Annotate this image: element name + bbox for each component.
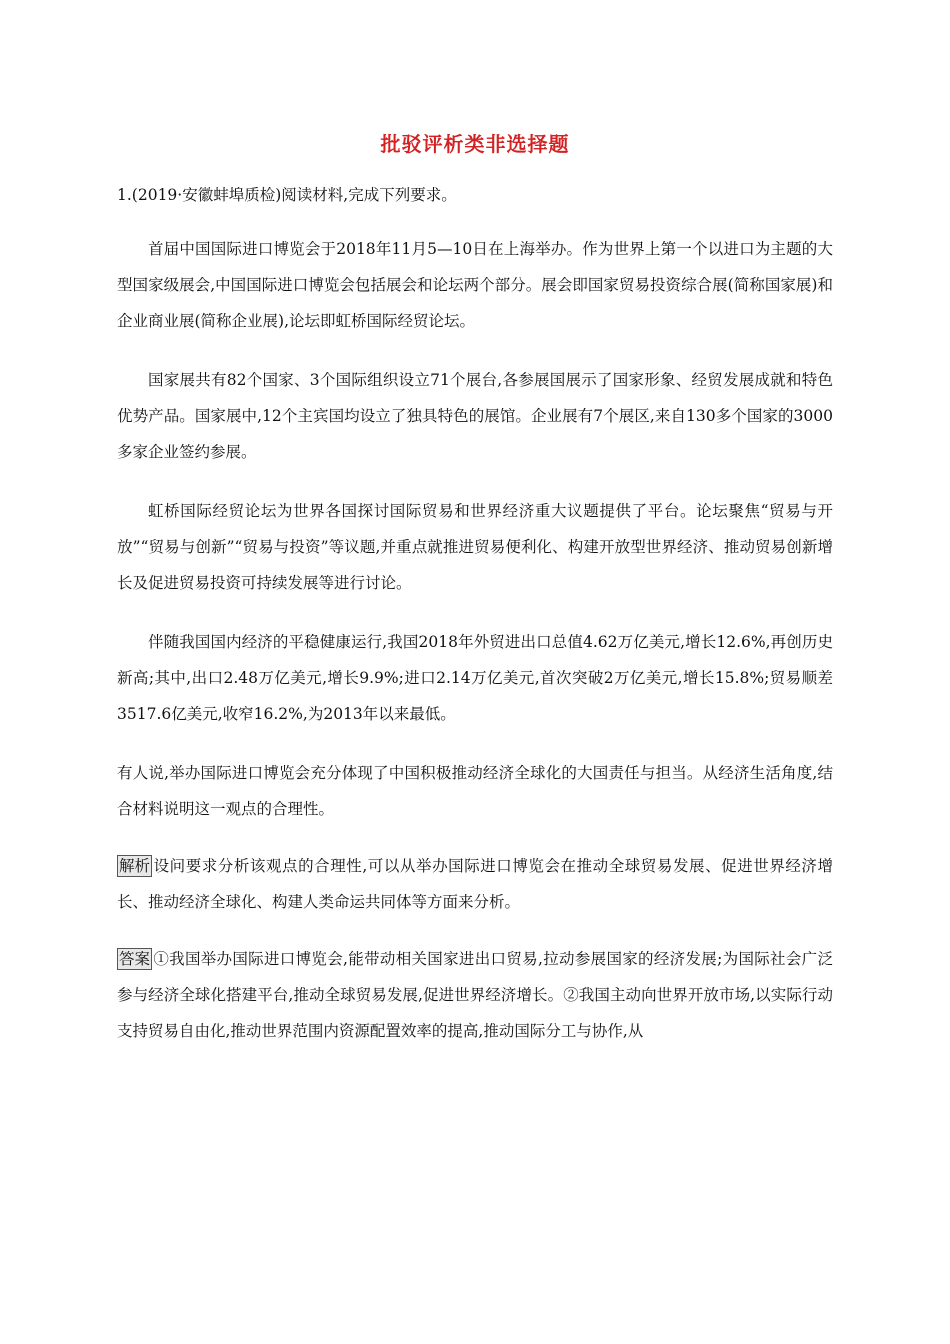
question-source: (2019·安徽蚌埠质检) — [131, 186, 282, 204]
material-paragraph-4: 伴随我国国内经济的平稳健康运行,我国2018年外贸进出口总值4.62万亿美元,增长12.6%,再创历史新高;其中,出口2.48万亿美元,增长9.9%;进口2.14万亿美元,首次突破2万亿美元,增长15.8%;贸易顺差3517.6亿美元,收窄16.2%,为2013年以来最低。 — [117, 633, 833, 723]
answer-text: ①我国举办国际进口博览会,能带动相关国家进出口贸易,拉动参展国家的经济发展;为国际社会广泛参与经济全球化搭建平台,推动全球贸易发展,促进世界经济增长。②我国主动向世界开放市场,以实际行动支持贸易自由化,推动世界范围内资源配置效率的提高,推动国际分工与协作,从 — [117, 950, 833, 1040]
analysis-tag: 解析 — [119, 857, 151, 875]
material-paragraph-3: 虹桥国际经贸论坛为世界各国探讨国际贸易和世界经济重大议题提供了平台。论坛聚焦“贸易与开放”“贸易与创新”“贸易与投资”等议题,并重点就推进贸易便利化、构建开放型世界经济、推动贸易创新增长及促进贸易投资可持续发展等进行讨论。 — [117, 502, 833, 592]
page-title: 批驳评析类非选择题 — [380, 132, 570, 156]
answer-section — [117, 941, 833, 1049]
material-paragraph-2: 国家展共有82个国家、3个国际组织设立71个展台,各参展国展示了国家形象、经贸发展成就和特色优势产品。国家展中,12个主宾国均设立了独具特色的展馆。企业展有7个展区,来自130多个国家的3000多家企业签约参展。 — [117, 371, 833, 461]
answer-tag: 答案 — [119, 950, 151, 968]
analysis-text: 设问要求分析该观点的合理性,可以从举办国际进口博览会在推动全球贸易发展、促进世界经济增长、推动经济全球化、构建人类命运共同体等方面来分析。 — [117, 857, 833, 911]
question-header — [117, 177, 833, 213]
analysis-section — [117, 848, 833, 920]
material-paragraph-1: 首届中国国际进口博览会于2018年11月5—10日在上海举办。作为世界上第一个以进口为主题的大型国家级展会,中国国际进口博览会包括展会和论坛两个部分。展会即国家贸易投资综合展(简称国家展)和企业商业展(简称企业展),论坛即虹桥国际经贸论坛。 — [117, 240, 833, 330]
document-body — [117, 177, 833, 1070]
question-instruction: 阅读材料,完成下列要求。 — [281, 186, 457, 204]
question-number: 1. — [117, 186, 132, 204]
question-prompt: 有人说,举办国际进口博览会充分体现了中国积极推动经济全球化的大国责任与担当。从经济生活角度,结合材料说明这一观点的合理性。 — [117, 764, 833, 818]
